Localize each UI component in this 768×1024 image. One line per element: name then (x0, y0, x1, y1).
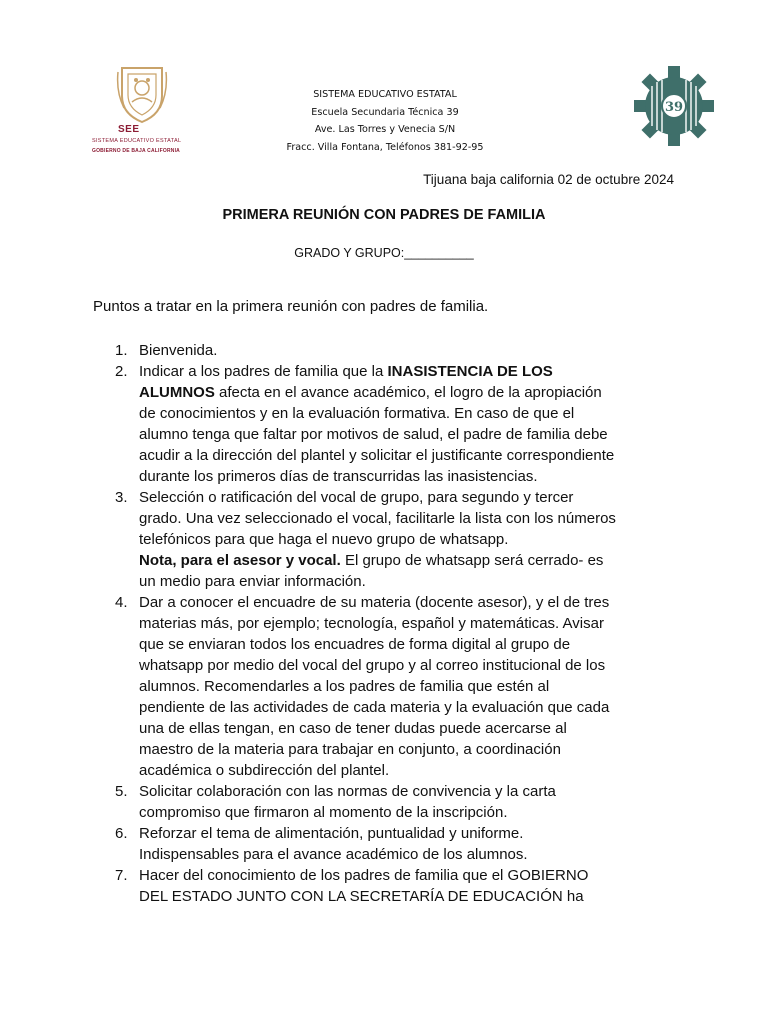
list-item (93, 823, 693, 865)
item-text-line: Reforzar el tema de alimentación, puntualidad y uniforme. (139, 825, 524, 842)
list-item (93, 361, 693, 487)
item-text-line: alumno tenga que faltar por motivos de salud, el padre de familia debe (139, 426, 608, 443)
list-item (93, 592, 693, 781)
item-text-line (139, 361, 693, 382)
header-line-1: SISTEMA EDUCATIVO ESTATAL (313, 89, 457, 100)
item-number: 2. (115, 363, 128, 380)
school-logo-number: 39 (664, 100, 684, 115)
see-abbr: SEE (118, 124, 140, 135)
item-text-line: alumnos. Recomendarles a los padres de familia que estén al (139, 678, 550, 695)
see-subtitle: SISTEMA EDUCATIVO ESTATAL (92, 138, 182, 144)
school-header (250, 86, 520, 156)
grado-grupo-field: GRADO Y GRUPO:__________ (294, 246, 474, 260)
item-text-line: Dar a conocer el encuadre de su materia (docente asesor), y el de tres (139, 594, 610, 611)
item-text-line: durante los primeros días de transcurridas las inasistencias. (139, 468, 538, 485)
see-government: GOBIERNO DE BAJA CALIFORNIA (92, 148, 180, 154)
see-logo (88, 60, 200, 160)
item-text-line: pendiente de las actividades de cada materia y la evaluación que cada (139, 699, 610, 716)
intro-paragraph: Puntos a tratar en la primera reunión con padres de familia. (93, 298, 489, 315)
item-number: 6. (115, 825, 128, 842)
list-item (93, 487, 693, 592)
item-number: 1. (115, 342, 128, 359)
item-text-line: que se enviaran todos los encuadres de forma digital al grupo de (139, 636, 571, 653)
item-number: 5. (115, 783, 128, 800)
item-text-line: Bienvenida. (139, 342, 218, 359)
item-text-line: telefónicos para que haga el nuevo grupo de whatsapp. (139, 531, 509, 548)
emphasis-text: INASISTENCIA DE LOS (387, 363, 553, 380)
item-text-line: whatsapp por medio del vocal del grupo y al correo institucional de los (139, 657, 606, 674)
item-text-line: académica o subdirección del plantel. (139, 762, 390, 779)
list-item (93, 781, 693, 823)
school-gear-logo-icon (634, 66, 714, 146)
item-text-line: una de ellas tengan, en caso de tener dudas puede acercarse al (139, 720, 567, 737)
item-text-line: Indispensables para el avance académico de los alumnos. (139, 846, 528, 863)
see-crest-icon (116, 62, 168, 124)
item-text: El grupo de whatsapp será cerrado- es (340, 552, 604, 569)
item-text-line (139, 550, 693, 571)
item-text: afecta en el avance académico, el logro de la apropiación (214, 384, 602, 401)
item-number: 4. (115, 594, 128, 611)
item-text-line: acudir a la dirección del plantel y solicitar el justificante correspondiente (139, 447, 615, 464)
item-text-line: Selección o ratificación del vocal de grupo, para segundo y tercer (139, 489, 574, 506)
item-text-line: de conocimientos y en la evaluación formativa. En caso de que el (139, 405, 575, 422)
item-text: Indicar a los padres de familia que la (139, 363, 388, 380)
item-number: 7. (115, 867, 128, 884)
item-text-line: DEL ESTADO JUNTO CON LA SECRETARÍA DE EDUCACIÓN ha (139, 888, 584, 905)
item-text-line: un medio para enviar información. (139, 573, 366, 590)
item-text-line (139, 382, 693, 403)
item-text-line: Hacer del conocimiento de los padres de familia que el GOBIERNO (139, 867, 589, 884)
item-number: 3. (115, 489, 128, 506)
document-date: Tijuana baja california 02 de octubre 2024 (423, 172, 674, 187)
emphasis-text: Nota, para el asesor y vocal. (139, 552, 341, 569)
list-item (93, 340, 693, 361)
item-text-line: Solicitar colaboración con las normas de convivencia y la carta (139, 783, 556, 800)
header-line-4: Fracc. Villa Fontana, Teléfonos 381-92-95 (286, 141, 484, 153)
item-text-line: compromiso que firmaron al momento de la inscripción. (139, 804, 508, 821)
list-item (93, 865, 693, 907)
item-text-line: materias más, por ejemplo; tecnología, español y matemáticas. Avisar (139, 615, 604, 632)
header-line-3: Ave. Las Torres y Venecia S/N (314, 124, 456, 135)
emphasis-text: ALUMNOS (139, 384, 215, 401)
document-title: PRIMERA REUNIÓN CON PADRES DE FAMILIA (222, 207, 546, 223)
agenda-list (93, 340, 693, 907)
header-line-2: Escuela Secundaria Técnica 39 (311, 106, 459, 118)
item-text-line: grado. Una vez seleccionado el vocal, facilitarle la lista con los números (139, 510, 616, 527)
item-text-line: maestro de la materia para trabajar en conjunto, a coordinación (139, 741, 561, 758)
